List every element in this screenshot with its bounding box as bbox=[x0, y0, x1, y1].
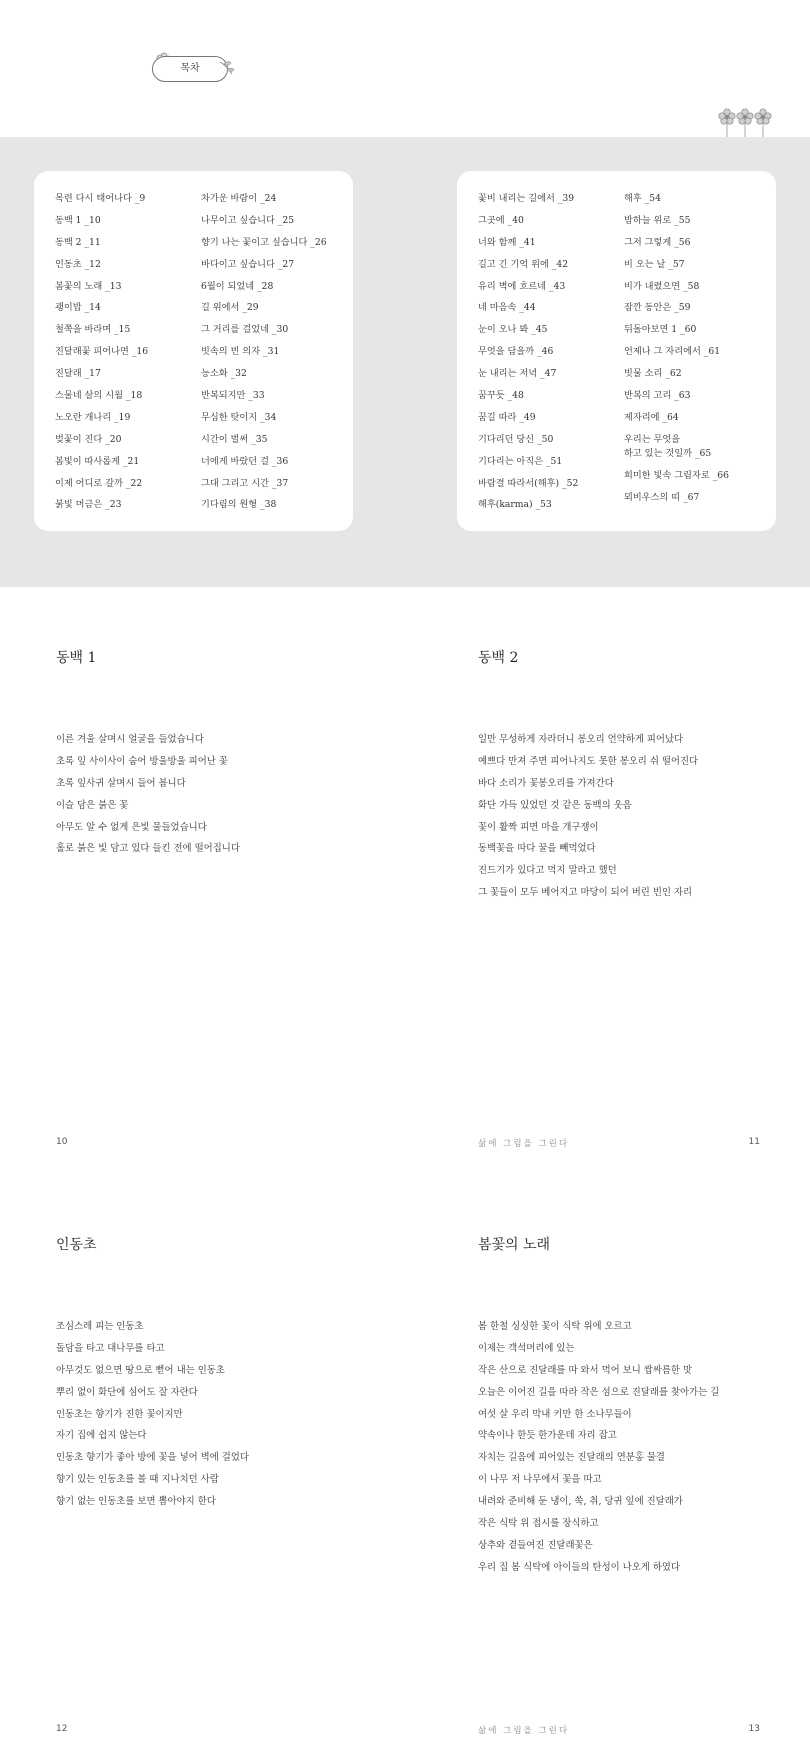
toc-item[interactable]: 무심한 탓이지 _34 bbox=[201, 411, 277, 423]
poem-line: 예쁘다 만져 주면 피어나지도 못한 봉오리 쉬 떨어진다 bbox=[478, 755, 699, 767]
poem-title: 동백 1 bbox=[56, 650, 97, 666]
poem-line: 우리 집 봄 식탁에 아이들의 탄성이 나오게 하였다 bbox=[478, 1561, 680, 1573]
toc-item[interactable]: 괭이밥 _14 bbox=[55, 302, 101, 314]
poem-line: 초록 잎 사이사이 숨어 방울방울 피어난 꽃 bbox=[56, 755, 228, 767]
toc-item[interactable]: 네 마음속 _44 bbox=[478, 302, 536, 314]
toc-item[interactable]: 빗속의 빈 의자 _31 bbox=[201, 346, 280, 358]
poem-line: 약속이나 한듯 한가운데 자리 잡고 bbox=[478, 1430, 617, 1442]
toc-card-left bbox=[34, 171, 353, 531]
poem-line: 꽃이 활짝 피면 마을 개구쟁이 bbox=[478, 821, 599, 833]
toc-item[interactable]: 진달래꽃 피어나면 _16 bbox=[55, 346, 149, 358]
running-title: 삶에 그림을 그린다 bbox=[478, 1726, 570, 1736]
poem-line: 여섯 살 우리 막내 키만 한 소나무들이 bbox=[478, 1408, 632, 1420]
poem-line: 홀로 붉은 빛 담고 있다 들킨 전에 떨어집니다 bbox=[56, 843, 240, 855]
toc-column-3 bbox=[478, 192, 578, 520]
toc-item[interactable]: 봄빛이 따사롭게 _21 bbox=[55, 455, 140, 467]
toc-item[interactable]: 바람결 따라서(해후) _52 bbox=[478, 477, 579, 489]
toc-item[interactable]: 기다림의 원형 _38 bbox=[201, 499, 277, 511]
poem-line: 이슬 담은 붉은 꽃 bbox=[56, 799, 129, 811]
toc-card-right bbox=[457, 171, 776, 531]
toc-item[interactable]: 철쭉을 바라며 _15 bbox=[55, 324, 131, 336]
toc-item[interactable]: 기다리는 아직은 _51 bbox=[478, 455, 563, 467]
toc-item[interactable]: 너에게 바랐던 걸 _36 bbox=[201, 455, 289, 467]
toc-item[interactable]: 제자리에 _64 bbox=[624, 411, 679, 423]
poem-line: 아무것도 없으면 땅으로 뻗어 내는 인동초 bbox=[56, 1364, 225, 1376]
poem-line: 조심스레 피는 인동초 bbox=[56, 1321, 144, 1332]
poem-line: 내려와 준비해 둔 냉이, 쑥, 취, 당귀 잎에 진달래가 bbox=[478, 1496, 683, 1508]
toc-item[interactable]: 향기 나는 꽃이고 싶습니다 _26 bbox=[201, 236, 327, 248]
toc-item[interactable]: 하고 있는 것일까 _65 bbox=[624, 447, 712, 459]
toc-item[interactable]: 빗물 소리 _62 bbox=[624, 368, 682, 380]
toc-item[interactable]: 뒤돌아보면 1 _60 bbox=[624, 324, 697, 336]
poem-line: 돌담을 타고 대나무를 타고 bbox=[56, 1342, 165, 1354]
toc-item[interactable]: 그 거리를 걸었네 _30 bbox=[201, 324, 289, 336]
poem-line: 진드기가 있다고 먹지 말라고 했던 bbox=[478, 865, 617, 877]
page-12 bbox=[0, 1174, 405, 1761]
poem-line: 초록 잎사귀 살며시 들어 봅니다 bbox=[56, 777, 186, 789]
toc-item[interactable]: 인동초 _12 bbox=[55, 258, 101, 270]
page-number: 10 bbox=[56, 1137, 68, 1147]
toc-item[interactable]: 능소화 _32 bbox=[201, 368, 247, 380]
toc-item[interactable]: 길 위에서 _29 bbox=[201, 302, 259, 314]
poem-line: 일만 무성하게 자라더니 봉오리 언약하게 피어났다 bbox=[478, 734, 684, 745]
toc-item[interactable]: 노오란 개나리 _19 bbox=[55, 411, 131, 423]
poem-line: 화단 가득 있었던 것 같은 동백의 웃음 bbox=[478, 799, 632, 811]
toc-item[interactable]: 언제나 그 자리에서 _61 bbox=[624, 346, 721, 358]
poem-line: 오늘은 이어진 길을 따라 작은 섬으로 진달래를 찾아가는 길 bbox=[478, 1386, 720, 1398]
toc-item[interactable]: 너와 함께 _41 bbox=[478, 236, 536, 248]
poem-body bbox=[478, 733, 698, 908]
poem-line: 바다 소리가 꽃봉오리를 가져간다 bbox=[478, 777, 614, 789]
toc-item[interactable]: 바다이고 싶습니다 _27 bbox=[201, 258, 295, 270]
toc-item[interactable]: 벚꽃이 진다 _20 bbox=[55, 433, 122, 445]
poem-line: 인동초는 향기가 진한 꽃이지만 bbox=[56, 1408, 183, 1420]
poem-body bbox=[56, 733, 240, 864]
toc-item[interactable]: 무엇을 담을까 _46 bbox=[478, 346, 554, 358]
poem-line: 이제는 객석머리에 있는 bbox=[478, 1342, 575, 1354]
page-11 bbox=[405, 587, 810, 1174]
toc-item[interactable]: 시간이 벌써 _35 bbox=[201, 433, 268, 445]
toc-item[interactable]: 나무이고 싶습니다 _25 bbox=[201, 214, 295, 226]
toc-item[interactable]: 목련 다시 태어나다 _9 bbox=[55, 193, 146, 204]
toc-item[interactable]: 동백 1 _10 bbox=[55, 214, 101, 226]
toc-item[interactable]: 비가 내렸으면 _58 bbox=[624, 280, 700, 292]
toc-item[interactable]: 비 오는 날 _57 bbox=[624, 258, 685, 270]
toc-section bbox=[0, 137, 810, 587]
page-number: 13 bbox=[748, 1724, 760, 1734]
toc-item[interactable]: 스물네 살의 시월 _18 bbox=[55, 390, 143, 402]
poem-line: 이 나무 저 나무에서 꽃을 따고 bbox=[478, 1474, 602, 1486]
toc-item[interactable]: 그대 그리고 시간 _37 bbox=[201, 477, 289, 489]
poem-body bbox=[56, 1320, 249, 1517]
toc-column-4 bbox=[624, 192, 729, 513]
poem-line: 이른 겨울 살며시 얼굴을 들었습니다 bbox=[56, 734, 204, 745]
toc-item[interactable]: 이제 어디로 갈까 _22 bbox=[55, 477, 143, 489]
toc-column-1 bbox=[55, 192, 148, 520]
poem-line: 향기 있는 인동초를 볼 때 지나치던 사람 bbox=[56, 1474, 219, 1486]
toc-item[interactable]: 해후 _54 bbox=[624, 193, 661, 204]
toc-item[interactable]: 꿈길 따라 _49 bbox=[478, 411, 536, 423]
toc-item[interactable]: 우리는 무엇을 bbox=[624, 433, 681, 445]
toc-item[interactable]: 길고 긴 기억 위에 _42 bbox=[478, 258, 569, 270]
toc-item[interactable]: 그곳에 _40 bbox=[478, 214, 524, 226]
toc-item[interactable]: 꿈꾸듯 _48 bbox=[478, 390, 524, 402]
toc-item[interactable]: 붉빛 머금은 _23 bbox=[55, 499, 122, 511]
poem-line: 상추와 곁들여진 진달래꽃은 bbox=[478, 1539, 593, 1551]
page-13 bbox=[405, 1174, 810, 1761]
three-flowers-icon bbox=[718, 108, 772, 138]
toc-item[interactable]: 눈이 오나 봐 _45 bbox=[478, 324, 548, 336]
poem-title: 봄꽃의 노래 bbox=[478, 1237, 551, 1253]
poem-body bbox=[478, 1320, 719, 1583]
poem-line: 작은 식탁 위 접시를 장식하고 bbox=[478, 1518, 599, 1530]
poem-line: 아무도 알 수 없게 은빛 물들었습니다 bbox=[56, 821, 207, 833]
toc-item[interactable]: 꽃비 내리는 길에서 _39 bbox=[478, 193, 575, 204]
toc-item[interactable]: 뫼비우스의 띠 _67 bbox=[624, 492, 700, 504]
toc-header bbox=[0, 0, 810, 137]
poem-line: 동백꽃을 따다 꿀을 빼먹었다 bbox=[478, 843, 596, 855]
poem-line: 자치는 길음에 피어있는 진달래의 연분홍 물결 bbox=[478, 1452, 665, 1464]
toc-item[interactable]: 밤하늘 위로 _55 bbox=[624, 214, 691, 226]
toc-item[interactable]: 반복의 고리 _63 bbox=[624, 390, 691, 402]
poem-title: 동백 2 bbox=[478, 650, 519, 666]
page-number: 11 bbox=[748, 1137, 760, 1147]
toc-badge: 목차 bbox=[152, 56, 228, 82]
toc-item[interactable]: 유리 벽에 흐르네 _43 bbox=[478, 280, 566, 292]
poem-line: 작은 산으로 진달래를 따 와서 먹어 보니 쌉싸름한 맛 bbox=[478, 1364, 693, 1376]
toc-item[interactable]: 해후(karma) _53 bbox=[478, 499, 552, 511]
toc-item[interactable]: 차가운 바람이 _24 bbox=[201, 193, 277, 204]
toc-item[interactable]: 눈 내리는 저녁 _47 bbox=[478, 368, 557, 380]
poem-line: 봄 한철 싱싱한 꽃이 식탁 위에 오르고 bbox=[478, 1321, 632, 1332]
poem-line: 뿌리 없이 화단에 심어도 잘 자란다 bbox=[56, 1386, 198, 1398]
toc-item[interactable]: 진달래 _17 bbox=[55, 368, 101, 380]
poem-title: 인동초 bbox=[56, 1237, 97, 1253]
poem-line: 향기 없는 인동초를 보면 뽑아야지 한다 bbox=[56, 1496, 216, 1508]
page-10 bbox=[0, 587, 405, 1174]
toc-item[interactable]: 잠깐 동안은 _59 bbox=[624, 302, 691, 314]
poem-line: 그 꽃들이 모두 베어지고 마당이 되어 버린 빈인 자리 bbox=[478, 887, 693, 899]
toc-column-2 bbox=[201, 192, 327, 520]
running-title: 삶에 그림을 그린다 bbox=[478, 1139, 570, 1149]
toc-item[interactable]: 동백 2 _11 bbox=[55, 236, 101, 248]
toc-item[interactable]: 그저 그렇게 _56 bbox=[624, 236, 691, 248]
leaf-sprig-right-icon bbox=[218, 58, 236, 78]
toc-item[interactable]: 봄꽃의 노래 _13 bbox=[55, 280, 122, 292]
toc-item[interactable]: 6월이 되었네 _28 bbox=[201, 280, 274, 292]
poem-line: 인동초 향기가 좋아 방에 꽃을 넣어 벽에 걸었다 bbox=[56, 1452, 249, 1464]
toc-item[interactable]: 반복되지만 _33 bbox=[201, 390, 265, 402]
toc-item[interactable]: 기다리던 당신 _50 bbox=[478, 433, 554, 445]
poem-line: 자기 집에 쉽지 않는다 bbox=[56, 1430, 147, 1442]
toc-item[interactable]: 희미한 빛속 그림자로 _66 bbox=[624, 470, 729, 482]
page-number: 12 bbox=[56, 1724, 68, 1734]
